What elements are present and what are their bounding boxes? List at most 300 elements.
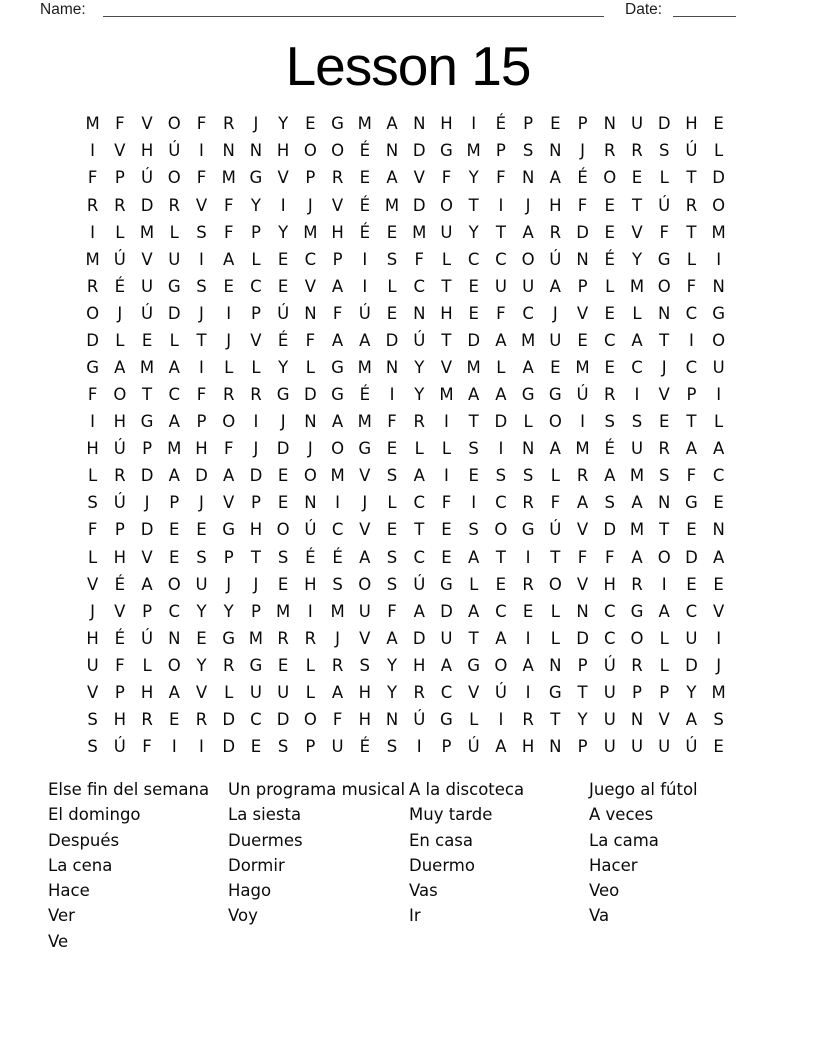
grid-letter: J xyxy=(253,574,259,594)
grid-letter: Ú xyxy=(141,303,154,323)
grid-letter: E xyxy=(604,303,615,323)
grid-letter: E xyxy=(522,601,534,621)
grid-letter: É xyxy=(305,547,316,567)
grid-letter: G xyxy=(331,114,344,134)
grid-letter: M xyxy=(439,385,454,405)
grid-letter: J xyxy=(280,412,286,432)
grid-letter: V xyxy=(658,385,670,405)
grid-letter: N xyxy=(576,601,589,621)
grid-letter: E xyxy=(223,276,234,296)
grid-letter: N xyxy=(630,710,644,729)
grid-letter: M xyxy=(330,466,345,486)
grid-letter: I xyxy=(226,303,232,323)
grid-letter: N xyxy=(304,303,317,323)
grid-letter: P xyxy=(577,114,588,134)
grid-letter: I xyxy=(444,466,449,486)
grid-letter: E xyxy=(713,574,724,594)
grid-letter: A xyxy=(331,682,344,702)
grid-letter: D xyxy=(195,466,208,486)
grid-letter: Y xyxy=(250,195,261,215)
grid-letter: H xyxy=(249,520,263,540)
grid-letter: P xyxy=(196,412,207,432)
grid-letter: U xyxy=(603,682,616,702)
grid-letter: C xyxy=(631,357,643,377)
grid-letter: L xyxy=(441,249,452,269)
grid-letter: E xyxy=(277,249,289,269)
grid-letter: L xyxy=(387,493,397,513)
name-label: Name: xyxy=(40,1,86,18)
grid-letter: F xyxy=(332,710,343,729)
grid-letter: Ú xyxy=(549,520,562,540)
grid-letter: R xyxy=(304,628,317,648)
grid-letter: A xyxy=(168,412,180,432)
grid-letter: Y xyxy=(196,655,207,675)
grid-letter: F xyxy=(659,222,669,242)
grid-letter: T xyxy=(550,547,561,567)
grid-letter: R xyxy=(331,655,344,675)
grid-letter: E xyxy=(169,710,180,729)
grid-letter: L xyxy=(142,655,152,675)
grid-letter: D xyxy=(249,466,263,486)
grid-letter: E xyxy=(604,357,615,377)
grid-letter: C xyxy=(604,330,616,350)
grid-letter: Ú xyxy=(113,493,126,513)
grid-letter: R xyxy=(413,682,425,702)
grid-letter: P xyxy=(250,222,261,242)
grid-letter: H xyxy=(358,682,371,702)
grid-letter: U xyxy=(494,276,507,296)
grid-letter: M xyxy=(85,114,100,134)
grid-letter: P xyxy=(632,682,642,702)
grid-letter: L xyxy=(714,412,724,432)
grid-letter: C xyxy=(685,303,698,323)
grid-letter: U xyxy=(249,682,262,702)
grid-letter: I xyxy=(716,249,722,269)
grid-letter: O xyxy=(494,520,508,540)
word-list-item: Voy xyxy=(228,906,258,926)
grid-letter: F xyxy=(142,737,152,757)
grid-letter: V xyxy=(413,168,425,188)
word-list-item: Dormir xyxy=(228,855,285,875)
grid-letter: T xyxy=(250,547,261,567)
grid-letter: Y xyxy=(468,222,479,242)
grid-letter: P xyxy=(577,655,588,675)
grid-letter: S xyxy=(196,547,207,567)
grid-letter: E xyxy=(604,222,615,242)
grid-letter: A xyxy=(631,493,643,513)
grid-letter: P xyxy=(114,168,125,188)
grid-letter: O xyxy=(712,195,726,215)
grid-letter: R xyxy=(522,493,534,513)
grid-letter: I xyxy=(280,195,286,215)
grid-letter: A xyxy=(386,628,398,648)
grid-letter: T xyxy=(495,222,506,242)
grid-letter: Y xyxy=(278,222,289,242)
grid-letter: L xyxy=(523,412,533,432)
grid-letter: A xyxy=(141,574,153,594)
grid-letter: E xyxy=(441,520,452,540)
grid-letter: L xyxy=(550,628,560,648)
grid-letter: G xyxy=(657,249,671,269)
grid-letter: L xyxy=(632,303,642,323)
grid-letter: I xyxy=(498,710,504,729)
grid-letter: I xyxy=(199,737,204,757)
grid-letter: D xyxy=(222,737,236,757)
grid-letter: I xyxy=(498,195,504,215)
grid-letter: F xyxy=(115,655,125,675)
word-list-item: En casa xyxy=(409,830,474,850)
grid-letter: T xyxy=(577,682,588,702)
grid-letter: F xyxy=(686,466,697,486)
grid-letter: E xyxy=(277,574,289,594)
grid-letter: M xyxy=(276,601,291,621)
grid-letter: S xyxy=(196,276,207,296)
grid-letter: H xyxy=(140,141,154,161)
word-list-column xyxy=(48,777,209,954)
grid-letter: E xyxy=(277,276,289,296)
grid-letter: I xyxy=(335,493,341,513)
grid-letter: I xyxy=(525,547,531,567)
grid-letter: G xyxy=(548,385,562,405)
grid-letter: P xyxy=(305,168,316,188)
grid-letter: G xyxy=(521,520,535,540)
grid-letter: O xyxy=(167,574,181,594)
grid-letter: Ú xyxy=(413,330,426,350)
grid-letter: A xyxy=(495,385,507,405)
grid-letter: N xyxy=(385,141,399,161)
grid-letter: N xyxy=(549,737,562,757)
grid-letter: L xyxy=(550,466,560,486)
grid-letter: É xyxy=(277,330,289,350)
grid-letter: N xyxy=(521,168,535,188)
word-list-item: Ir xyxy=(409,906,421,926)
grid-letter: T xyxy=(414,520,425,540)
grid-letter: S xyxy=(658,466,670,486)
grid-letter: E xyxy=(386,439,398,459)
grid-letter: E xyxy=(277,466,289,486)
grid-letter: L xyxy=(714,141,724,161)
grid-letter: P xyxy=(441,737,452,757)
grid-letter: N xyxy=(576,249,589,269)
grid-letter: T xyxy=(631,195,643,215)
date-label: Date: xyxy=(625,1,663,18)
grid-letter: C xyxy=(604,601,616,621)
grid-letter: U xyxy=(440,222,453,242)
grid-letter: V xyxy=(195,682,208,702)
grid-letter: J xyxy=(253,439,259,459)
grid-letter: T xyxy=(550,710,561,729)
grid-letter: A xyxy=(413,466,425,486)
grid-letter: S xyxy=(277,737,289,757)
grid-letter: L xyxy=(686,249,697,269)
grid-letter: F xyxy=(387,412,397,432)
grid-letter: V xyxy=(576,574,589,594)
word-list-item: Después xyxy=(48,830,120,850)
grid-letter: G xyxy=(630,601,644,621)
grid-letter: A xyxy=(168,682,180,702)
grid-letter: C xyxy=(413,493,425,513)
grid-letter: I xyxy=(471,114,477,134)
grid-letter: P xyxy=(169,493,180,513)
grid-letter: R xyxy=(222,114,235,134)
grid-letter: T xyxy=(142,385,153,405)
grid-letter: Ú xyxy=(113,249,126,269)
grid-letter: J xyxy=(525,195,531,215)
grid-letter: G xyxy=(222,520,236,540)
grid-letter: V xyxy=(712,601,725,621)
grid-letter: D xyxy=(276,439,290,459)
grid-letter: L xyxy=(550,601,560,621)
word-list-column xyxy=(228,777,405,929)
grid-letter: D xyxy=(86,330,99,350)
grid-letter: R xyxy=(86,195,99,215)
grid-letter: D xyxy=(657,114,671,134)
grid-letter: N xyxy=(712,520,725,540)
grid-letter: L xyxy=(659,628,669,648)
grid-letter: I xyxy=(525,682,531,702)
grid-letter: H xyxy=(86,439,99,459)
grid-letter: H xyxy=(195,439,208,459)
grid-letter: L xyxy=(387,276,397,296)
grid-letter: F xyxy=(605,547,615,567)
grid-letter: V xyxy=(114,601,126,621)
grid-letter: O xyxy=(548,412,562,432)
grid-letter: H xyxy=(413,655,426,675)
grid-letter: Ú xyxy=(603,655,616,675)
grid-letter: H xyxy=(331,222,344,242)
grid-letter: M xyxy=(330,601,345,621)
grid-letter: H xyxy=(521,737,535,757)
grid-letter: F xyxy=(196,114,207,134)
grid-letter: L xyxy=(224,682,234,702)
grid-letter: D xyxy=(304,385,317,405)
grid-letter: T xyxy=(686,222,697,242)
word-list-column xyxy=(589,777,698,929)
grid-letter: J xyxy=(253,114,259,134)
grid-letter: A xyxy=(468,385,480,405)
grid-letter: D xyxy=(167,303,181,323)
grid-letter: C xyxy=(331,520,344,540)
grid-letter: R xyxy=(685,195,698,215)
grid-letter: C xyxy=(440,682,453,702)
word-list-item: La cama xyxy=(589,830,659,850)
grid-letter: Ú xyxy=(358,303,371,323)
grid-letter: O xyxy=(603,168,617,188)
grid-letter: Y xyxy=(631,249,643,269)
grid-letter: N xyxy=(168,628,181,648)
grid-letter: Ú xyxy=(467,737,480,757)
grid-letter: A xyxy=(331,412,344,432)
grid-letter: F xyxy=(223,195,234,215)
grid-letter: Ú xyxy=(494,682,507,702)
grid-letter: C xyxy=(168,385,181,405)
grid-letter: I xyxy=(362,249,368,269)
grid-letter: E xyxy=(550,114,561,134)
grid-letter: V xyxy=(359,628,371,648)
grid-letter: L xyxy=(414,439,424,459)
grid-letter: R xyxy=(522,574,534,594)
grid-letter: A xyxy=(223,249,235,269)
grid-letter: Y xyxy=(686,682,697,702)
grid-letter: R xyxy=(222,385,235,405)
grid-letter: T xyxy=(659,520,670,540)
grid-letter: P xyxy=(114,520,125,540)
grid-letter: L xyxy=(169,330,179,350)
grid-letter: E xyxy=(686,520,697,540)
grid-letter: O xyxy=(439,195,453,215)
grid-letter: A xyxy=(658,601,670,621)
grid-letter: A xyxy=(685,710,698,729)
word-list-item: Muy tarde xyxy=(409,805,493,825)
grid-letter: L xyxy=(659,655,669,675)
grid-letter: R xyxy=(631,574,643,594)
grid-letter: Ú xyxy=(549,249,562,269)
grid-letter: N xyxy=(249,141,263,161)
grid-letter: G xyxy=(331,357,344,377)
grid-letter: S xyxy=(495,466,507,486)
grid-letter: V xyxy=(141,547,153,567)
grid-letter: A xyxy=(114,357,126,377)
grid-letter: D xyxy=(140,520,154,540)
grid-letter: A xyxy=(631,330,643,350)
grid-letter: T xyxy=(196,330,207,350)
grid-letter: Ú xyxy=(576,385,589,405)
grid-letter: O xyxy=(167,168,181,188)
grid-letter: O xyxy=(331,141,345,161)
grid-letter: M xyxy=(248,628,264,648)
grid-letter: H xyxy=(358,710,371,729)
grid-letter: T xyxy=(468,628,479,648)
grid-letter: D xyxy=(685,655,698,675)
grid-letter: E xyxy=(250,737,262,757)
grid-letter: C xyxy=(685,357,698,377)
grid-letter: E xyxy=(386,222,398,242)
grid-letter: E xyxy=(441,547,452,567)
grid-letter: A xyxy=(413,601,425,621)
grid-letter: R xyxy=(631,141,643,161)
grid-letter: S xyxy=(713,710,724,729)
grid-letter: J xyxy=(716,655,722,675)
word-list-item: Va xyxy=(589,906,610,926)
word-list-item: Un programa musical xyxy=(228,780,406,799)
grid-letter: R xyxy=(604,141,616,161)
grid-letter: P xyxy=(577,276,588,296)
word-list-item: Ve xyxy=(48,931,69,951)
grid-letter: O xyxy=(167,114,181,134)
grid-letter: E xyxy=(577,330,588,350)
grid-letter: Y xyxy=(414,385,425,405)
word-list-item: A veces xyxy=(589,805,654,825)
grid-letter: E xyxy=(550,357,561,377)
grid-letter: U xyxy=(141,276,154,296)
grid-letter: S xyxy=(196,222,207,242)
grid-letter: H xyxy=(603,574,616,594)
grid-letter: É xyxy=(114,574,126,594)
grid-letter: O xyxy=(331,439,345,459)
grid-letter: M xyxy=(412,222,427,242)
grid-letter: V xyxy=(331,195,344,215)
grid-letter: P xyxy=(332,249,343,269)
grid-letter: R xyxy=(658,439,670,459)
grid-letter: Ú xyxy=(685,737,698,757)
grid-letter: P xyxy=(250,601,261,621)
grid-letter: E xyxy=(196,628,207,648)
grid-letter: M xyxy=(629,520,645,540)
grid-letter: A xyxy=(495,737,507,757)
grid-letter: D xyxy=(412,195,426,215)
grid-letter: L xyxy=(251,357,261,377)
grid-letter: U xyxy=(685,628,698,648)
grid-letter: S xyxy=(604,412,615,432)
grid-letter: Y xyxy=(196,601,207,621)
grid-letter: S xyxy=(386,547,398,567)
grid-letter: E xyxy=(658,412,670,432)
grid-letter: D xyxy=(576,628,589,648)
grid-letter: R xyxy=(413,412,425,432)
grid-letter: M xyxy=(85,249,100,269)
grid-letter: N xyxy=(658,303,671,323)
grid-letter: J xyxy=(90,601,96,621)
grid-letter: Y xyxy=(577,710,588,729)
grid-letter: S xyxy=(386,574,398,594)
grid-letter: O xyxy=(303,466,317,486)
grid-letter: N xyxy=(658,493,671,513)
word-list-item: Hago xyxy=(228,881,272,901)
grid-letter: É xyxy=(332,547,343,567)
grid-letter: U xyxy=(358,601,371,621)
grid-letter: É xyxy=(359,385,371,405)
grid-letter: P xyxy=(659,682,670,702)
grid-letter: G xyxy=(167,276,181,296)
grid-letter: M xyxy=(221,168,236,188)
grid-letter: É xyxy=(114,628,126,648)
grid-letter: M xyxy=(520,330,536,350)
grid-letter: U xyxy=(440,628,453,648)
grid-letter: G xyxy=(685,493,698,513)
grid-letter: G xyxy=(86,357,99,377)
grid-letter: I xyxy=(444,412,449,432)
grid-letter: F xyxy=(414,249,424,269)
grid-letter: V xyxy=(277,168,289,188)
grid-letter: M xyxy=(357,114,372,134)
grid-letter: T xyxy=(686,168,697,188)
grid-letter: A xyxy=(168,357,180,377)
grid-letter: S xyxy=(87,737,98,757)
word-list-item: A la discoteca xyxy=(409,780,525,799)
grid-letter: S xyxy=(386,737,398,757)
grid-letter: C xyxy=(250,276,262,296)
grid-letter: H xyxy=(140,682,154,702)
grid-letter: V xyxy=(576,520,589,540)
grid-letter: U xyxy=(603,710,616,729)
grid-letter: S xyxy=(386,466,398,486)
grid-letter: N xyxy=(549,655,562,675)
grid-letter: I xyxy=(389,385,395,405)
word-list-item: Ver xyxy=(48,906,75,926)
grid-letter: R xyxy=(141,710,153,729)
grid-letter: I xyxy=(498,439,504,459)
grid-letter: N xyxy=(304,493,317,513)
grid-letter: I xyxy=(171,737,177,757)
grid-letter: H xyxy=(685,114,698,134)
grid-letter: G xyxy=(276,385,290,405)
grid-letter: H xyxy=(113,710,127,729)
grid-letter: N xyxy=(712,276,725,296)
grid-letter: L xyxy=(115,330,125,350)
grid-letter: É xyxy=(359,737,371,757)
grid-letter: R xyxy=(195,710,208,729)
grid-letter: U xyxy=(630,114,644,134)
